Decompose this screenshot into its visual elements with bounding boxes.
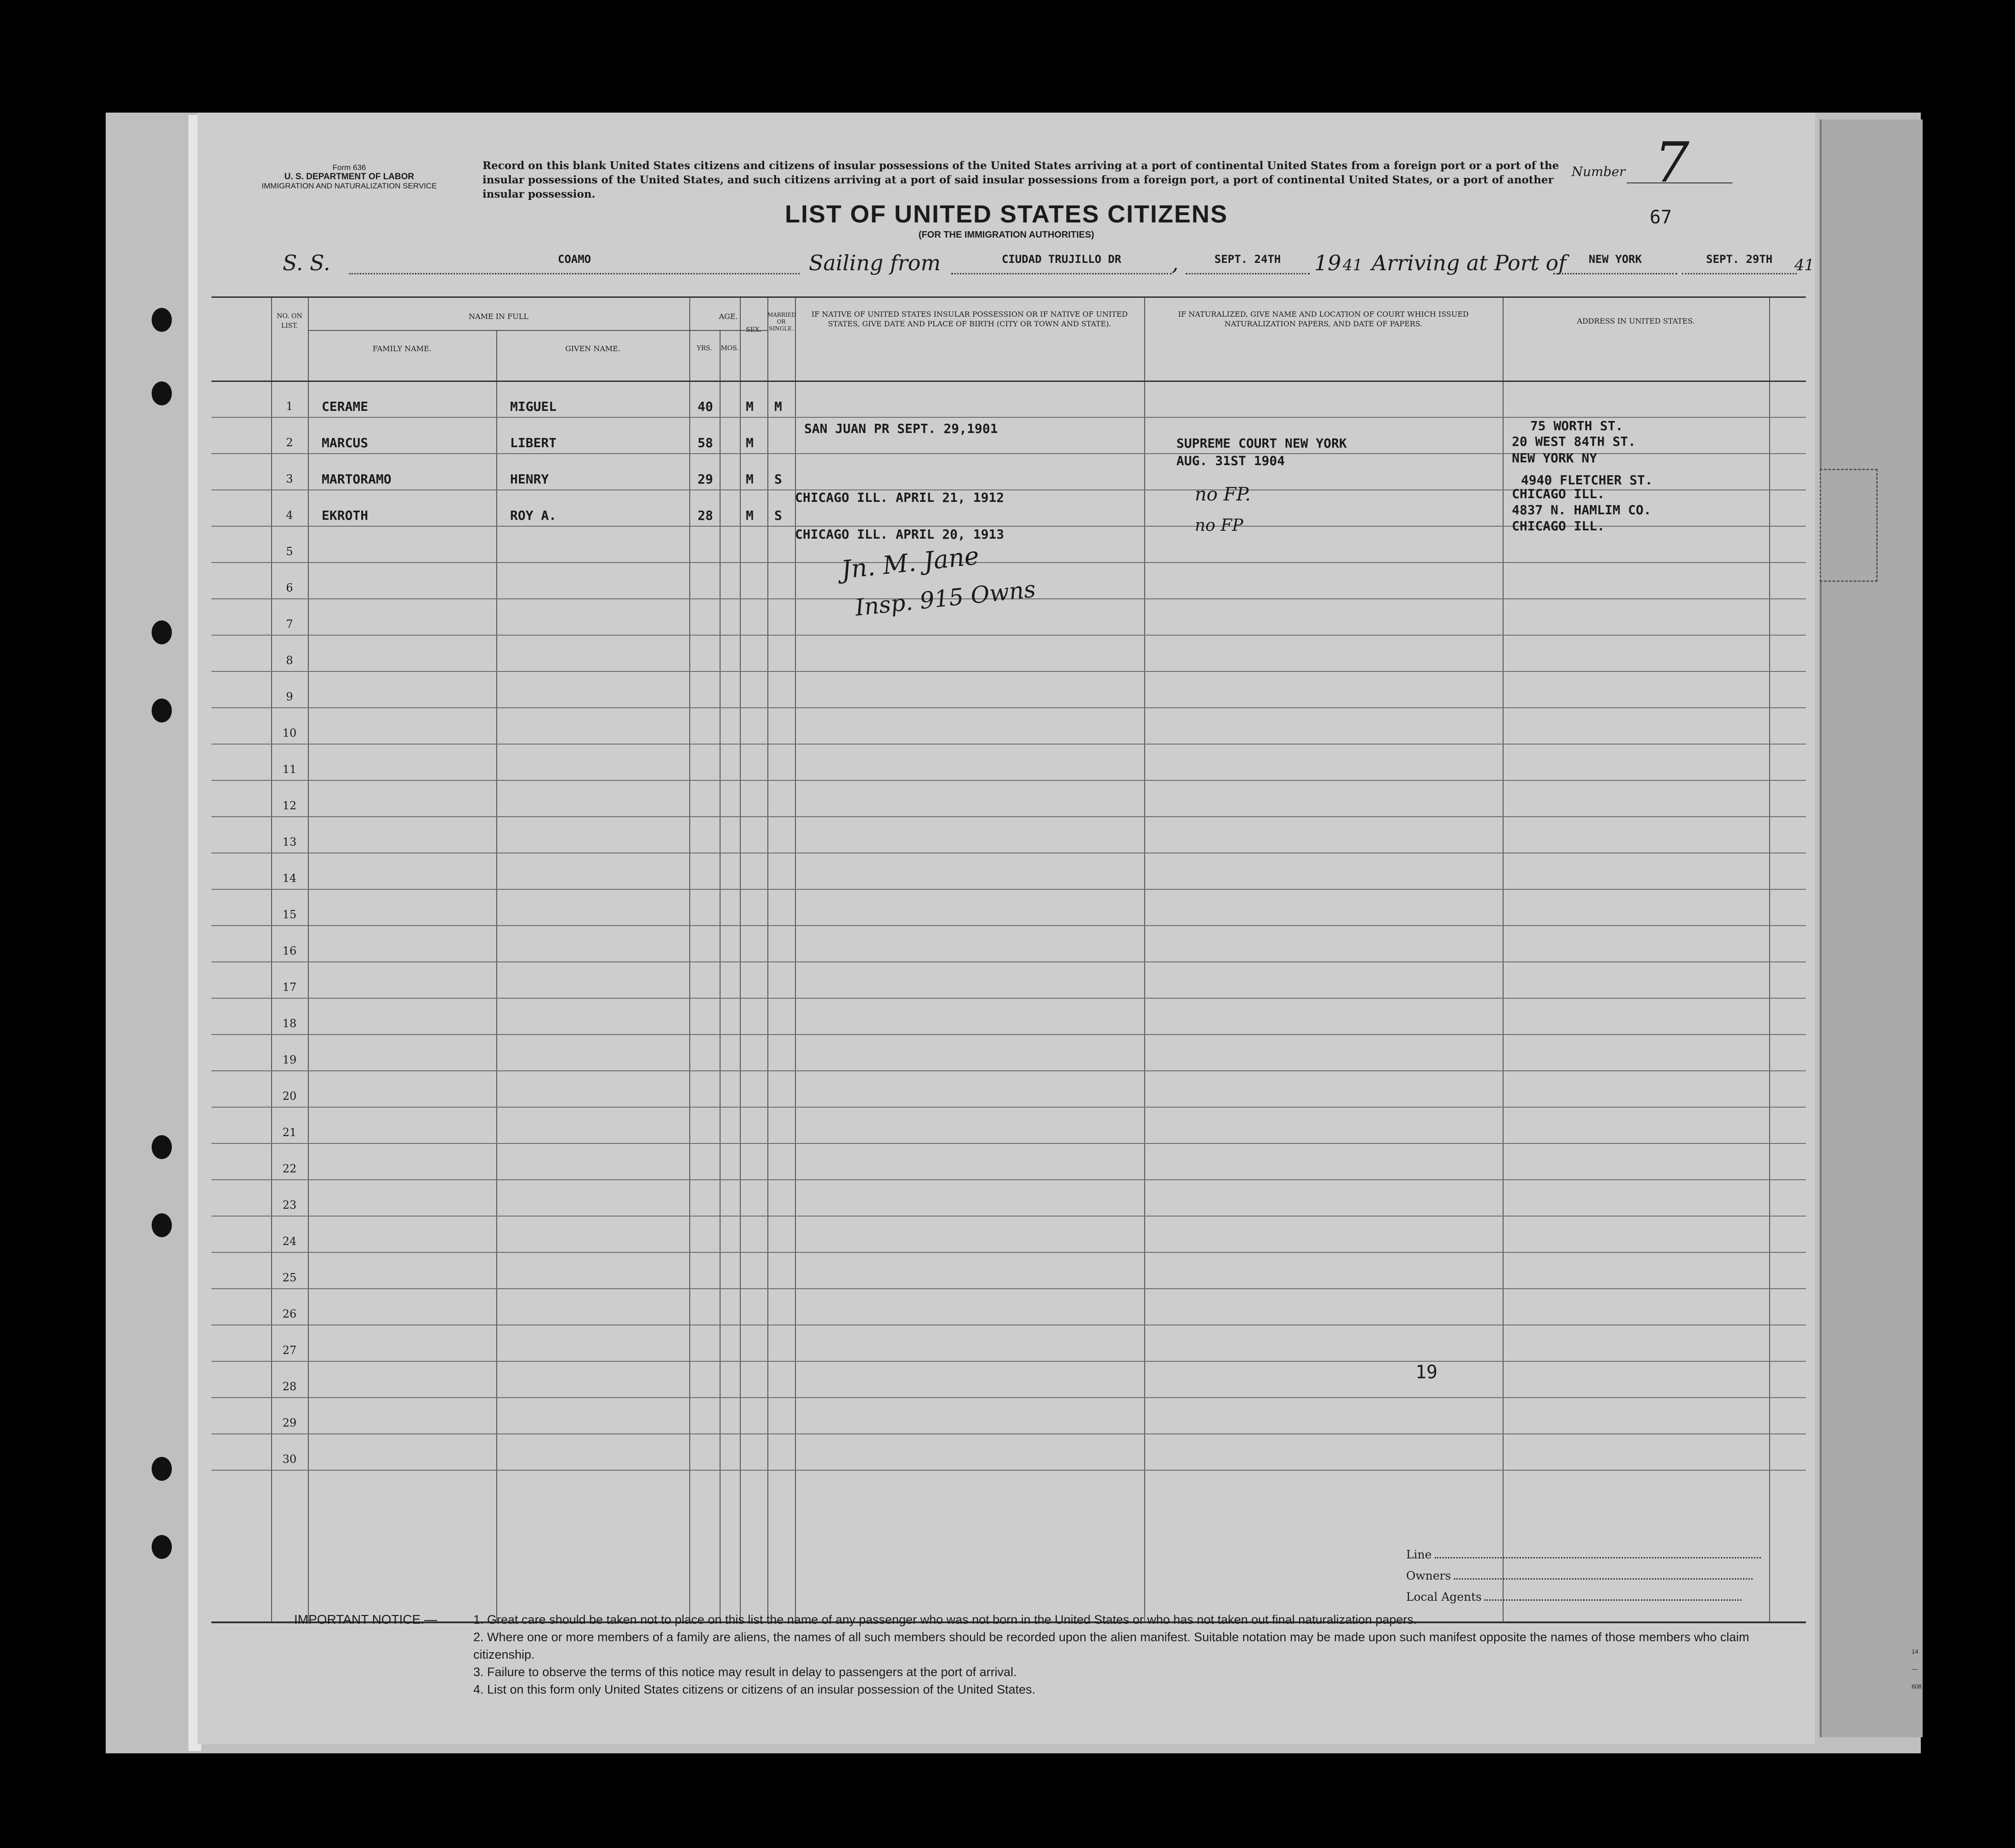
from-port: CIUDAD TRUJILLO DR (951, 253, 1172, 274)
binder-hole (152, 1213, 172, 1237)
marital-cell: S (774, 508, 782, 523)
row-number: 23 (282, 1199, 297, 1211)
row-number: 3 (286, 472, 293, 485)
address-line-7: CHICAGO ILL. (1512, 518, 1605, 534)
binder-hole (152, 308, 172, 332)
sex-cell: M (746, 472, 754, 487)
table-row (211, 1143, 1806, 1180)
table-row (211, 1325, 1806, 1362)
col-naturalized: IF NATURALIZED, GIVE NAME AND LOCATION OF COURT WHICH ISSUED NATURALIZATION PAPERS, AND DATE OF PAPERS. (1178, 310, 1469, 328)
inspector-signature-line2: Insp. 915 Owns (854, 575, 1037, 621)
row-number: 13 (282, 836, 297, 848)
line-label: Line (1406, 1548, 1432, 1561)
marital-cell: M (774, 399, 782, 414)
service-name: IMMIGRATION AND NATURALIZATION SERVICE (261, 182, 437, 190)
row-number: 14 (282, 872, 297, 885)
row-number: 12 (282, 799, 297, 812)
revenue-stamp (1820, 469, 1878, 582)
row-number: 24 (282, 1235, 297, 1248)
inspector-signature: Jn. M. Jane (840, 541, 981, 585)
row-number: 4 (286, 509, 293, 522)
table-row (211, 744, 1806, 781)
row-number: 18 (282, 1017, 297, 1030)
family-name-cell: EKROTH (322, 508, 369, 523)
col-no: NO. ON LIST. (277, 313, 302, 330)
sail-year-prefix: 19 (1314, 250, 1341, 275)
marital-cell: S (774, 472, 782, 487)
birth-martoramo: CHICAGO ILL. APRIL 21, 1912 (795, 490, 1005, 505)
table-row (211, 1070, 1806, 1108)
row-number: 10 (282, 727, 297, 739)
arrival-date: SEPT. 29TH (1682, 253, 1797, 274)
row-number: 28 (282, 1380, 297, 1393)
row-number: 15 (282, 908, 297, 921)
col-married: MARRIED OR SINGLE. (767, 312, 796, 332)
table-row (211, 1433, 1806, 1471)
row-number: 5 (286, 545, 293, 558)
address-line-6: 4837 N. HAMLIM CO. (1512, 502, 1652, 517)
arrival-port: NEW YORK (1553, 253, 1677, 274)
number-label: Number (1572, 164, 1625, 179)
table-row (211, 707, 1806, 745)
col-yrs: YRS. (697, 345, 712, 352)
binder-hole (152, 1535, 172, 1559)
table-row (211, 1034, 1806, 1071)
row-number: 11 (282, 763, 297, 776)
row-number: 26 (282, 1308, 297, 1320)
table-row (211, 671, 1806, 708)
table-row (211, 780, 1806, 817)
notice-label: IMPORTANT NOTICE.— (294, 1612, 437, 1626)
col-given-name: GIVEN NAME. (565, 344, 621, 353)
sail-year: 41 (1343, 256, 1363, 274)
notice-item: 2. Where one or more members of a family are aliens, the names of all such members should be recorded upon the alien manifest. Suitable notation may be made upon such manifest opposite the names of those members who claim citizenship. (473, 1630, 1749, 1661)
arrival-year: 41 (1794, 256, 1815, 274)
stamp-number: 19 (1415, 1362, 1438, 1383)
table-row (211, 1397, 1806, 1434)
form-identifier (253, 163, 446, 191)
row-number: 21 (282, 1126, 297, 1139)
table-row (211, 998, 1806, 1035)
address-line-2: 20 WEST 84TH ST. (1512, 434, 1636, 449)
birth-cerame: SAN JUAN PR SEPT. 29,1901 (804, 421, 998, 436)
row-number: 9 (286, 690, 293, 703)
row-number: 6 (286, 581, 293, 594)
ship-name: COAMO (349, 253, 800, 274)
page-title: LIST OF UNITED STATES CITIZENS (785, 200, 1228, 228)
owners-label: Owners (1406, 1569, 1451, 1582)
number-value: 7 (1654, 131, 1690, 195)
table-row (211, 635, 1806, 672)
binder-hole (152, 620, 172, 644)
table-row (211, 1107, 1806, 1144)
form-instructions: Record on this blank United States citizens and citizens of insular possessions of the United States arriving at a port of continental United States from a foreign port or a port of the insular possessions of the United States, and such citizens arriving at a port of said insular possessions from a foreign port, a port of continental United States, or a port of another insular possession. (482, 159, 1559, 200)
binder-hole (152, 381, 172, 405)
col-sex: SEX. (745, 326, 762, 334)
table-row (211, 853, 1806, 890)
address-line-4: 4940 FLETCHER ST. (1521, 472, 1653, 488)
naturalized-court: SUPREME COURT NEW YORK (1176, 436, 1347, 451)
binder-hole (152, 699, 172, 722)
row-number: 2 (286, 436, 293, 449)
back-sheet-right (1820, 119, 1923, 1737)
sex-cell: M (746, 399, 754, 414)
binder-hole (152, 1457, 172, 1481)
birth-ekroth: CHICAGO ILL. APRIL 20, 1913 (795, 527, 1005, 542)
row-number: 1 (286, 400, 293, 413)
table-row (211, 961, 1806, 999)
family-name-cell: CERAME (322, 399, 369, 414)
address-line-5: CHICAGO ILL. (1512, 486, 1605, 501)
arriving-label: Arriving at Port of (1372, 250, 1567, 275)
row-number: 17 (282, 981, 297, 994)
page-subtitle: (FOR THE IMMIGRATION AUTHORITIES) (918, 230, 1095, 240)
sex-cell: M (746, 435, 754, 450)
address-line-3: NEW YORK NY (1512, 450, 1597, 466)
family-name-cell: MARTORAMO (322, 472, 392, 487)
row-number: 27 (282, 1344, 297, 1357)
given-name-cell: ROY A. (510, 508, 557, 523)
table-row (211, 1288, 1806, 1325)
manifest-page: Form 636 U. S. DEPARTMENT OF LABOR IMMIGRATION AND NATURALIZATION SERVICE Record on this blank United States citizens and citizens of insular possessions of the United States arriving at a port of continental United States from a foreign port or a port of the insular possessions of the United States, and such citizens arriving at a port of said insular possessions from a foreign port, a port of continental United States, or a port of another insular possession. Number 7 LIST OF UNITED STATES CITIZENS (FOR THE IMMIGRATION AUTHORITIES) 67 S. S. COAMO Sailing from CIUDAD TRUJILLO DR , SEPT. 24TH 19 41 Arriving at Port of NEW YORK SEPT. 29TH 41 NO. ON LIST. NAME IN FULL FAMILY NAME. GIVEN NAME. AGE. YRS. MOS. SEX. MARRIED OR SINGLE. IF NATIVE OF UNITED STATES INSULAR POSSESSION OR IF NATIVE OF UNITED STATES, GIVE DATE AND PLACE OF BIRTH (CITY OR TOWN AND STATE). IF NATURALIZED, GIVE NAME AND LOCATION OF COURT WHICH ISSUED NATURALIZATION PAPERS, AND DATE OF PAPERS. ADDRESS IN UNITED STATES. 1 CERAME MIGUEL 40 M M 2 MARCUS LIBERT 58 M 3 MARTORAMO HENRY 29 M S 4 EKROTH ROY A. 28 M S 5 6 7 8 9 10 11 12 13 14 15 16 17 18 19 20 21 22 23 24 25 26 27 28 29 30 SAN JUAN PR SEPT. 29,1901 SUPREME COURT NEW YORK AUG. 31ST 1904 CHICAGO ILL. APRIL 21, 1912 CHICAGO ILL. APRIL 20, 1913 75 WORTH ST. 20 WEST 84TH ST. NEW YORK NY 4940 FLETCHER ST. CHICAGO ILL. 4837 N. HAMLIM CO. CHICAGO ILL. no FP. no FP Jn. M. Jane Insp. 915 Owns 19 Line Owners Local Agents IMPORTANT NOTICE.— 1. Great care should be taken not to place on this list the name of any passenger who was not born in the United States or who has not taken out final naturalization papers. 2. Where one or more members of a family are aliens, the names of all such members should be recorded upon the alien manifest. Suitable notation may be made upon such manifest opposite the names of those members who claim citizenship. 3. Failure to observe the terms of this notice may result in delay to passengers at the port of arrival. 4. List on this form only United States citizens or citizens of an insular possession of the United States. 14—608 (198, 113, 1815, 1744)
row-number: 7 (286, 618, 293, 631)
age-years-cell: 29 (698, 472, 713, 487)
table-row (211, 1216, 1806, 1253)
table-row (211, 925, 1806, 962)
local-agents-label: Local Agents (1406, 1590, 1482, 1603)
row-number: 16 (282, 944, 297, 957)
list-number (1572, 131, 1765, 195)
address-line-1: 75 WORTH ST. (1530, 418, 1623, 433)
ss-label: S. S. (283, 250, 330, 275)
sailing-label: Sailing from (809, 250, 941, 275)
table-row (211, 1361, 1806, 1398)
sex-cell: M (746, 508, 754, 523)
row-number: 8 (286, 654, 293, 667)
signature-block (1406, 1544, 1761, 1608)
form-number: Form 636 (332, 163, 366, 172)
given-name-cell: LIBERT (510, 435, 557, 450)
given-name-cell: MIGUEL (510, 399, 557, 414)
table-row (211, 889, 1806, 926)
row-number: 22 (282, 1162, 297, 1175)
department-name: U. S. DEPARTMENT OF LABOR (284, 172, 414, 182)
table-row (211, 381, 1806, 418)
notice-item: 4. List on this form only United States citizens or citizens of an insular possession of the United States. (473, 1683, 1036, 1696)
row-number: 19 (282, 1053, 297, 1066)
handwritten-no-fp: no FP. (1195, 484, 1251, 505)
table-row (211, 816, 1806, 853)
passenger-table (211, 296, 1806, 1623)
col-mos: MOS. (721, 345, 739, 352)
col-family-name: FAMILY NAME. (373, 344, 431, 353)
notice-item: 1. Great care should be taken not to place on this list the name of any passenger who was not born in the United States or who has not taken out final naturalization papers. (473, 1613, 1417, 1626)
table-row (211, 1252, 1806, 1289)
binder-hole (152, 1135, 172, 1159)
sail-date: SEPT. 24TH (1186, 253, 1310, 274)
row-number: 29 (282, 1416, 297, 1429)
page-stamp: 67 (1650, 207, 1672, 228)
col-name-full: NAME IN FULL (469, 312, 528, 321)
col-address: ADDRESS IN UNITED STATES. (1577, 317, 1695, 325)
family-name-cell: MARCUS (322, 435, 369, 450)
notice-item: 3. Failure to observe the terms of this notice may result in delay to passengers at the port of arrival. (473, 1665, 1017, 1679)
age-years-cell: 28 (698, 508, 713, 523)
row-number: 20 (282, 1090, 297, 1103)
col-age: AGE. (719, 312, 738, 321)
handwritten-no-fp: no FP (1195, 516, 1243, 535)
col-birth: IF NATIVE OF UNITED STATES INSULAR POSSESSION OR IF NATIVE OF UNITED STATES, GIVE DATE AND PLACE OF BIRTH (CITY OR TOWN AND STATE). (811, 310, 1128, 328)
row-number: 30 (282, 1453, 297, 1466)
naturalized-date: AUG. 31ST 1904 (1176, 453, 1285, 468)
age-years-cell: 58 (698, 435, 713, 450)
age-years-cell: 40 (698, 399, 713, 414)
row-number: 25 (282, 1271, 297, 1284)
table-row (211, 1179, 1806, 1217)
given-name-cell: HENRY (510, 472, 549, 487)
notice-code: 14—608 (1912, 1648, 1922, 1690)
